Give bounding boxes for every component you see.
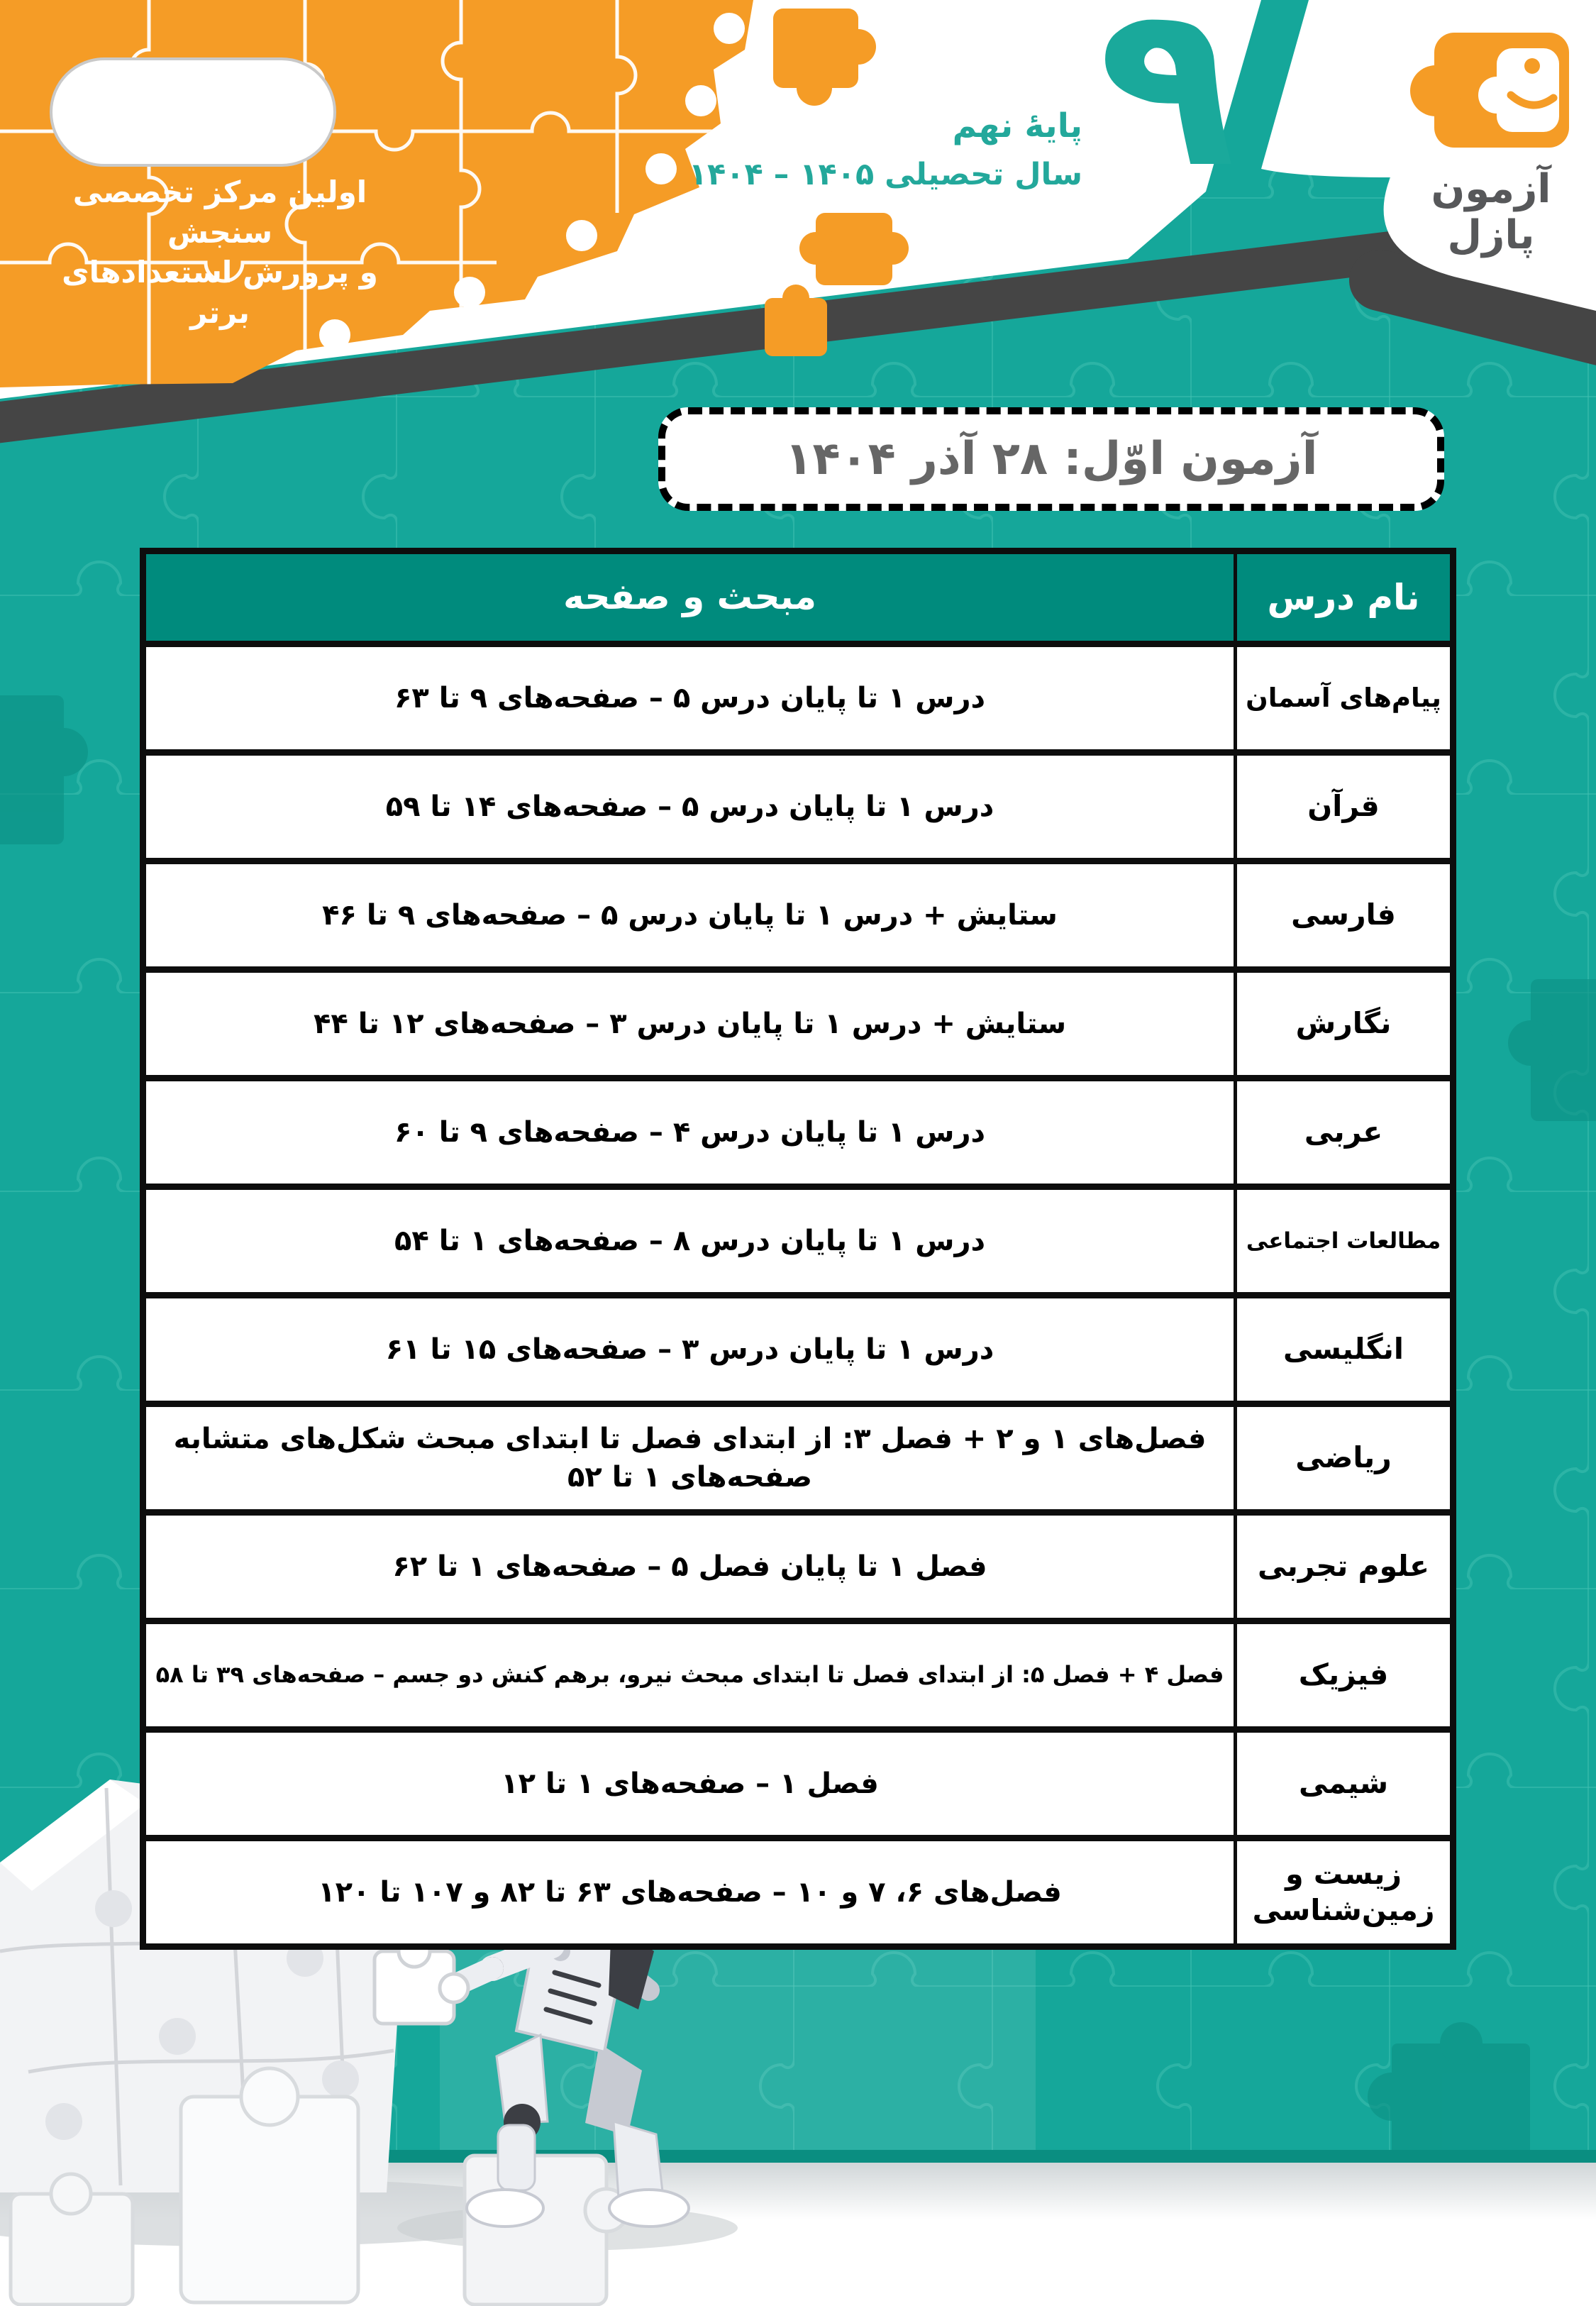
lesson-cell: عربی [1234, 1081, 1450, 1184]
brand-name: آزمون پازل [1431, 166, 1551, 258]
table-row [146, 1726, 1450, 1835]
exam-title-box [658, 407, 1444, 511]
lesson-cell: علوم تجربی [1234, 1516, 1450, 1618]
topic-cell: درس ۱ تا پایان درس ۳ – صفحه‌های ۱۵ تا ۶۱ [385, 1333, 994, 1366]
academic-year-label: سال تحصیلی ۱۴۰۵ – ۱۴۰۴ [688, 157, 1082, 192]
topic-cell: فصل ۱ تا پایان فصل ۵ – صفحه‌های ۱ تا ۶۲ [392, 1550, 987, 1583]
table-row [146, 1835, 1450, 1943]
vale-tagline-line1: اولین مرکز تخصصی سنجش [72, 175, 367, 250]
table-row [146, 1618, 1450, 1726]
table-row [146, 1292, 1450, 1401]
grade-block [689, 106, 1082, 192]
table-row [146, 749, 1450, 858]
grade-numeral-9: ۹ [1098, 0, 1236, 217]
header-lesson-column: نام درس [1234, 554, 1450, 641]
topic-cell: فصل ۴ + فصل ۵: از ابتدای فصل تا ابتدای مبحث نیرو، برهم کنش دو جسم – صفحه‌های ۳۹ تا ۵۸ [155, 1661, 1224, 1689]
topic-cell: درس ۱ تا پایان درس ۵ – صفحه‌های ۱۴ تا ۵۹ [385, 790, 994, 823]
vale-logo-pill [51, 59, 335, 165]
lesson-cell: زیست و زمین‌شناسی [1234, 1841, 1450, 1943]
azmoon-puzzle-logo [1392, 27, 1590, 258]
table-header-row [146, 554, 1450, 641]
lesson-cell: پیام‌های آسمان [1234, 647, 1450, 749]
lesson-cell: قرآن [1234, 756, 1450, 858]
exam-title: آزمون اوّل: ۲۸ آذر ۱۴۰۴ [785, 433, 1318, 485]
puzzle-face-icon [1392, 27, 1590, 162]
vale-tagline [39, 172, 401, 333]
table-body [146, 641, 1450, 1943]
topic-cell: درس ۱ تا پایان درس ۵ – صفحه‌های ۹ تا ۶۳ [394, 682, 986, 715]
table-row [146, 1509, 1450, 1618]
schedule-table [140, 548, 1456, 1950]
topic-cell: فصل‌های ۶، ۷ و ۱۰ – صفحه‌های ۶۳ تا ۸۲ و ۱۰۷ تا ۱۲۰ [318, 1876, 1062, 1909]
table-row [146, 966, 1450, 1075]
topic-cell: درس ۱ تا پایان درس ۸ – صفحه‌های ۱ تا ۵۴ [394, 1225, 986, 1257]
lesson-cell: شیمی [1234, 1733, 1450, 1835]
table-row [146, 858, 1450, 966]
topic-cell: فصل ۱ – صفحه‌های ۱ تا ۱۲ [501, 1767, 879, 1800]
lesson-cell: انگلیسی [1234, 1298, 1450, 1401]
lesson-cell: فارسی [1234, 864, 1450, 966]
topic-cell: فصل‌های ۱ و ۲ + فصل ۳: از ابتدای فصل تا ابتدای مبحث شکل‌های متشابه صفحه‌های ۱ تا ۵۲ [173, 1423, 1207, 1494]
table-row [146, 1184, 1450, 1292]
table-row [146, 1401, 1450, 1509]
topic-cell: ستایش + درس ۱ تا پایان درس ۳ – صفحه‌های ۱۲ تا ۴۴ [313, 1008, 1067, 1040]
topic-cell: درس ۱ تا پایان درس ۴ – صفحه‌های ۹ تا ۶۰ [394, 1116, 986, 1149]
table-row [146, 1075, 1450, 1184]
lesson-cell: ریاضی [1234, 1407, 1450, 1509]
topic-cell: ستایش + درس ۱ تا پایان درس ۵ – صفحه‌های ۹ تا ۴۶ [322, 899, 1058, 932]
table-row [146, 641, 1450, 749]
grade-label: پایهٔ نهم [952, 106, 1082, 145]
lesson-cell: نگارش [1234, 973, 1450, 1075]
header-topic-column: مبحث و صفحه [563, 576, 816, 618]
lesson-cell: مطالعات اجتماعی [1234, 1190, 1450, 1292]
lesson-cell: فیزیک [1234, 1624, 1450, 1726]
vale-tagline-line2: و پرورش استعدادهای برتر [62, 255, 378, 331]
